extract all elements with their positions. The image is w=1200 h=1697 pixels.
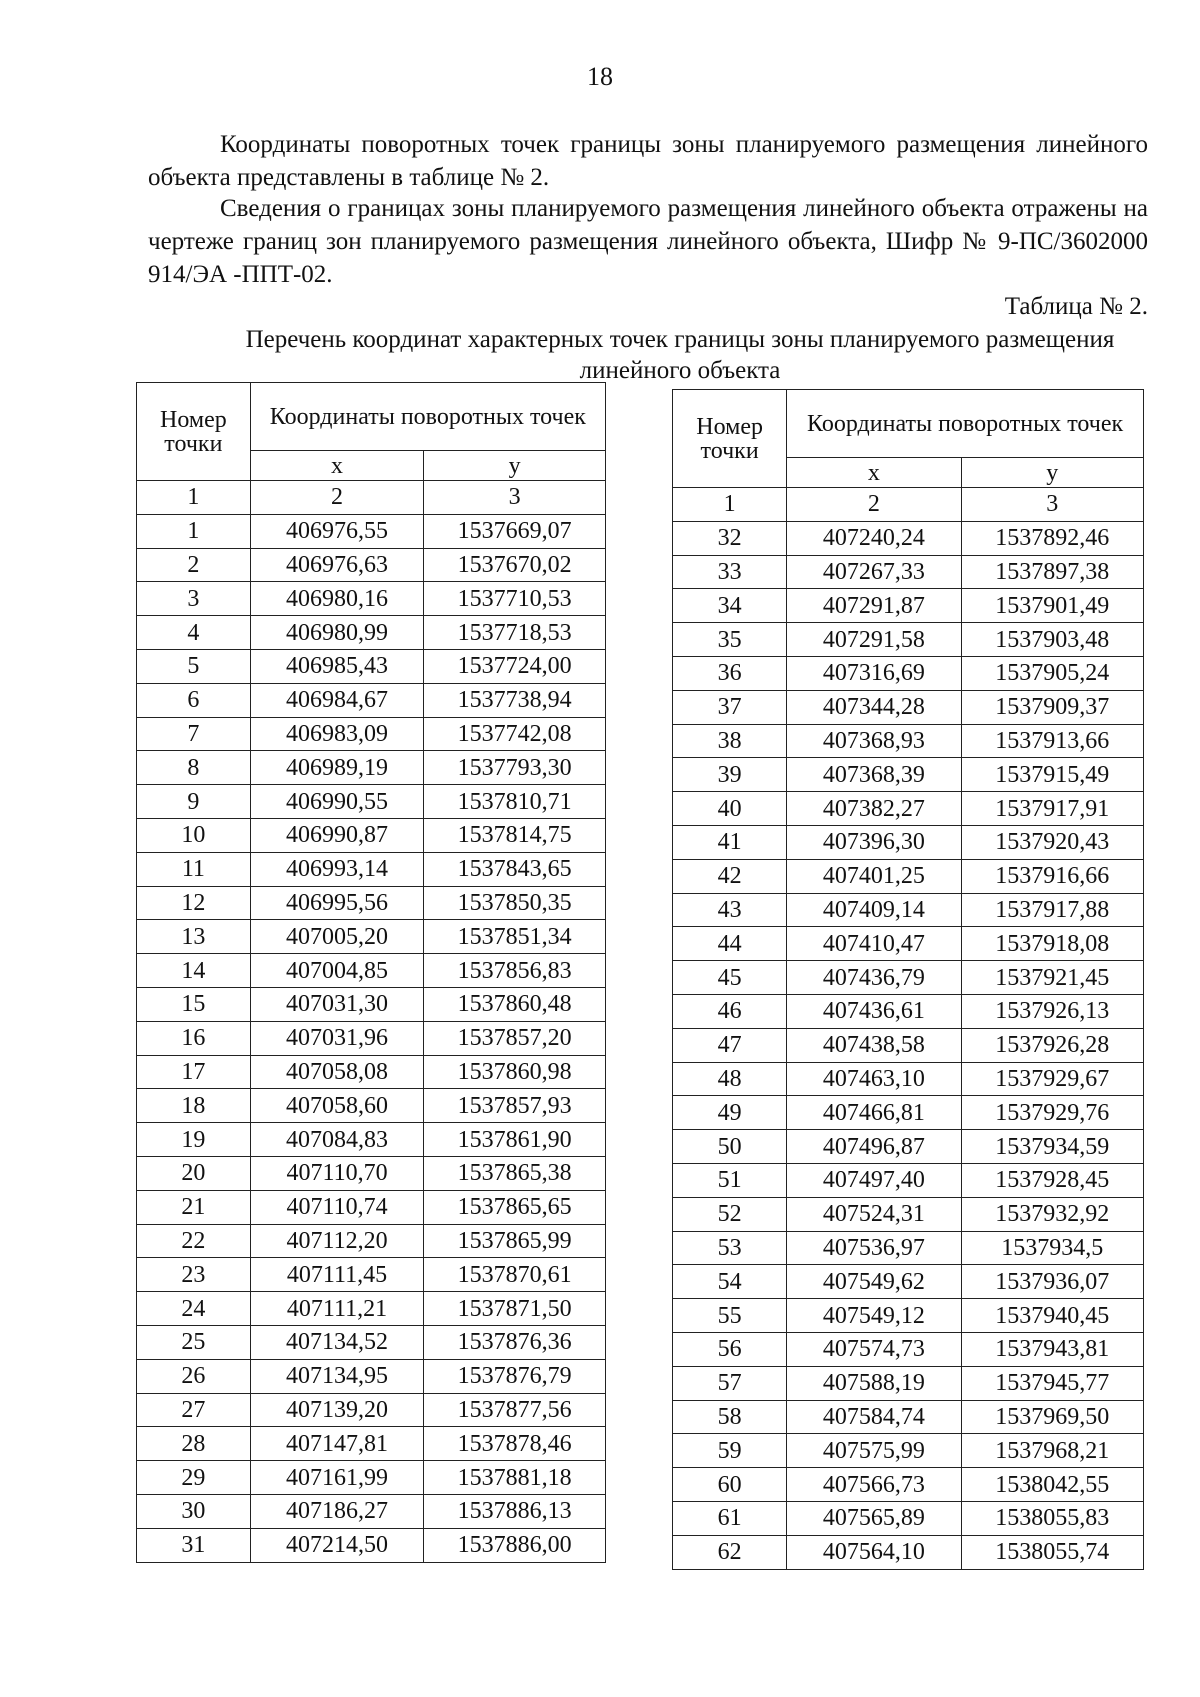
coordinate-y-cell: 1537936,07 xyxy=(961,1265,1143,1299)
coordinate-x-cell: 407396,30 xyxy=(787,825,961,859)
coordinate-y-cell: 1537926,28 xyxy=(961,1028,1143,1062)
table-row xyxy=(673,1468,1144,1502)
coordinate-x-cell: 407134,52 xyxy=(250,1325,424,1359)
table-row xyxy=(673,961,1144,995)
table-row xyxy=(673,690,1144,724)
coordinate-x-cell: 407267,33 xyxy=(787,555,961,589)
page-number: 18 xyxy=(587,62,613,91)
paragraph-drawing-reference: Сведения о границах зоны планируемого размещения линейного объекта отражены на чертеже границ зон планируемого размещения линейного объекта, Шифр № 9-ПС/3602000 914/ЭА -ППТ-02. xyxy=(148,195,1148,288)
table-row xyxy=(137,717,606,751)
point-number-cell: 26 xyxy=(137,1359,251,1393)
table-row xyxy=(673,724,1144,758)
coordinate-x-cell: 407214,50 xyxy=(250,1528,424,1562)
table-row xyxy=(673,1434,1144,1468)
coordinate-y-cell: 1537934,59 xyxy=(961,1130,1143,1164)
coordinate-y-cell: 1537886,00 xyxy=(424,1528,606,1562)
coordinate-x-cell: 407112,20 xyxy=(250,1224,424,1258)
point-number-cell: 53 xyxy=(673,1231,787,1265)
coordinate-x-cell: 407466,81 xyxy=(787,1096,961,1130)
coordinate-x-cell: 407564,10 xyxy=(787,1535,961,1569)
point-number-cell: 10 xyxy=(137,818,251,852)
point-number-cell: 49 xyxy=(673,1096,787,1130)
table-row xyxy=(137,683,606,717)
table-row xyxy=(673,792,1144,826)
coordinate-y-cell: 1537932,92 xyxy=(961,1197,1143,1231)
point-number-cell: 55 xyxy=(673,1299,787,1333)
point-number-cell: 46 xyxy=(673,994,787,1028)
coordinate-x-cell: 407147,81 xyxy=(250,1427,424,1461)
coordinate-y-cell: 1537742,08 xyxy=(424,717,606,751)
point-number-cell: 23 xyxy=(137,1258,251,1292)
coordinate-x-cell: 407410,47 xyxy=(787,927,961,961)
table-row xyxy=(673,994,1144,1028)
coordinate-x-cell: 407463,10 xyxy=(787,1062,961,1096)
coordinate-y-cell: 1537920,43 xyxy=(961,825,1143,859)
point-number-cell: 45 xyxy=(673,961,787,995)
coordinate-x-cell: 407291,58 xyxy=(787,623,961,657)
table-row xyxy=(673,758,1144,792)
coordinate-x-cell: 406980,16 xyxy=(250,582,424,616)
coordinate-x-cell: 407031,30 xyxy=(250,987,424,1021)
coordinate-x-cell: 407111,21 xyxy=(250,1292,424,1326)
point-number-cell: 5 xyxy=(137,649,251,683)
coordinate-x-cell: 407584,74 xyxy=(787,1400,961,1434)
coordinate-x-cell: 407161,99 xyxy=(250,1461,424,1495)
coordinate-x-cell: 407058,08 xyxy=(250,1055,424,1089)
table-row xyxy=(673,1096,1144,1130)
coordinate-x-cell: 407368,39 xyxy=(787,758,961,792)
coordinate-x-cell: 407316,69 xyxy=(787,656,961,690)
table-row xyxy=(673,1130,1144,1164)
point-number-cell: 43 xyxy=(673,893,787,927)
coordinate-x-cell: 407110,70 xyxy=(250,1156,424,1190)
header-y: y xyxy=(961,458,1143,488)
coordinate-y-cell: 1537865,65 xyxy=(424,1190,606,1224)
coordinate-y-cell: 1537814,75 xyxy=(424,818,606,852)
index-cell: 2 xyxy=(250,481,424,515)
point-number-cell: 15 xyxy=(137,987,251,1021)
coordinate-x-cell: 407436,61 xyxy=(787,994,961,1028)
point-number-cell: 28 xyxy=(137,1427,251,1461)
table-row xyxy=(137,886,606,920)
table-row xyxy=(673,1400,1144,1434)
point-number-cell: 8 xyxy=(137,751,251,785)
table-row xyxy=(673,1501,1144,1535)
coordinate-y-cell: 1537876,79 xyxy=(424,1359,606,1393)
point-number-cell: 31 xyxy=(137,1528,251,1562)
point-number-cell: 47 xyxy=(673,1028,787,1062)
coordinate-y-cell: 1537857,93 xyxy=(424,1089,606,1123)
header-y: y xyxy=(424,451,606,481)
coordinate-y-cell: 1537915,49 xyxy=(961,758,1143,792)
table-row xyxy=(137,1224,606,1258)
table-row xyxy=(137,1461,606,1495)
coordinate-x-cell: 407438,58 xyxy=(787,1028,961,1062)
coordinate-y-cell: 1537865,38 xyxy=(424,1156,606,1190)
point-number-cell: 34 xyxy=(673,589,787,623)
coordinate-y-cell: 1537670,02 xyxy=(424,548,606,582)
table-row xyxy=(137,785,606,819)
table-row xyxy=(673,859,1144,893)
point-number-cell: 19 xyxy=(137,1123,251,1157)
coordinate-y-cell: 1537929,76 xyxy=(961,1096,1143,1130)
point-number-cell: 41 xyxy=(673,825,787,859)
point-number-cell: 27 xyxy=(137,1393,251,1427)
point-number-cell: 11 xyxy=(137,852,251,886)
point-number-cell: 16 xyxy=(137,1021,251,1055)
coordinate-x-cell: 407186,27 xyxy=(250,1494,424,1528)
coordinate-y-cell: 1537669,07 xyxy=(424,514,606,548)
point-number-cell: 32 xyxy=(673,521,787,555)
coordinate-x-cell: 407401,25 xyxy=(787,859,961,893)
paragraph-coordinates-reference: Координаты поворотных точек границы зоны планируемого размещения линейного объекта представлены в таблице № 2. xyxy=(148,131,1148,191)
point-number-cell: 58 xyxy=(673,1400,787,1434)
coordinate-y-cell: 1537738,94 xyxy=(424,683,606,717)
coordinate-y-cell: 1537843,65 xyxy=(424,852,606,886)
point-number-cell: 54 xyxy=(673,1265,787,1299)
coordinate-y-cell: 1538055,74 xyxy=(961,1535,1143,1569)
coordinate-y-cell: 1537865,99 xyxy=(424,1224,606,1258)
coordinate-y-cell: 1537901,49 xyxy=(961,589,1143,623)
coordinate-y-cell: 1537929,67 xyxy=(961,1062,1143,1096)
table-row xyxy=(673,927,1144,961)
coordinate-x-cell: 406989,19 xyxy=(250,751,424,785)
point-number-cell: 62 xyxy=(673,1535,787,1569)
table-row xyxy=(673,555,1144,589)
coordinate-x-cell: 406984,67 xyxy=(250,683,424,717)
coordinate-x-cell: 407134,95 xyxy=(250,1359,424,1393)
table-row xyxy=(137,751,606,785)
coordinate-y-cell: 1537860,98 xyxy=(424,1055,606,1089)
point-number-cell: 33 xyxy=(673,555,787,589)
coordinate-y-cell: 1538042,55 xyxy=(961,1468,1143,1502)
table-row xyxy=(673,623,1144,657)
coordinate-x-cell: 407565,89 xyxy=(787,1501,961,1535)
coordinate-x-cell: 406983,09 xyxy=(250,717,424,751)
point-number-cell: 61 xyxy=(673,1501,787,1535)
coordinate-y-cell: 1537917,91 xyxy=(961,792,1143,826)
coordinate-x-cell: 406980,99 xyxy=(250,616,424,650)
header-x: x xyxy=(250,451,424,481)
coordinate-x-cell: 407524,31 xyxy=(787,1197,961,1231)
point-number-cell: 40 xyxy=(673,792,787,826)
coordinate-x-cell: 406976,55 xyxy=(250,514,424,548)
coordinate-x-cell: 406976,63 xyxy=(250,548,424,582)
table-row xyxy=(137,987,606,1021)
point-number-cell: 17 xyxy=(137,1055,251,1089)
index-cell: 3 xyxy=(424,481,606,515)
point-number-cell: 39 xyxy=(673,758,787,792)
coordinate-x-cell: 407004,85 xyxy=(250,954,424,988)
point-number-cell: 14 xyxy=(137,954,251,988)
point-number-cell: 3 xyxy=(137,582,251,616)
table-row xyxy=(137,852,606,886)
point-number-cell: 51 xyxy=(673,1163,787,1197)
table-row xyxy=(673,521,1144,555)
point-number-cell: 44 xyxy=(673,927,787,961)
coordinate-x-cell: 407549,12 xyxy=(787,1299,961,1333)
coordinate-y-cell: 1537916,66 xyxy=(961,859,1143,893)
coordinate-y-cell: 1537968,21 xyxy=(961,1434,1143,1468)
header-x: x xyxy=(787,458,961,488)
table-row xyxy=(137,1427,606,1461)
coordinate-y-cell: 1537945,77 xyxy=(961,1366,1143,1400)
coordinate-y-cell: 1537940,45 xyxy=(961,1299,1143,1333)
table-index-row xyxy=(673,488,1144,522)
coordinate-y-cell: 1537871,50 xyxy=(424,1292,606,1326)
table-row xyxy=(137,1258,606,1292)
coordinate-y-cell: 1537886,13 xyxy=(424,1494,606,1528)
point-number-cell: 2 xyxy=(137,548,251,582)
coordinate-x-cell: 406995,56 xyxy=(250,886,424,920)
coordinate-y-cell: 1537917,88 xyxy=(961,893,1143,927)
coordinate-x-cell: 406990,87 xyxy=(250,818,424,852)
point-number-cell: 50 xyxy=(673,1130,787,1164)
table-row xyxy=(137,954,606,988)
point-number-cell: 35 xyxy=(673,623,787,657)
coordinate-y-cell: 1537913,66 xyxy=(961,724,1143,758)
coordinate-x-cell: 407005,20 xyxy=(250,920,424,954)
table-row xyxy=(673,825,1144,859)
point-number-cell: 6 xyxy=(137,683,251,717)
coordinate-x-cell: 407575,99 xyxy=(787,1434,961,1468)
table-row xyxy=(137,514,606,548)
coordinate-y-cell: 1537870,61 xyxy=(424,1258,606,1292)
header-coordinates: Координаты поворотных точек xyxy=(250,383,605,451)
coordinate-x-cell: 407436,79 xyxy=(787,961,961,995)
coordinate-y-cell: 1537878,46 xyxy=(424,1427,606,1461)
point-number-cell: 48 xyxy=(673,1062,787,1096)
point-number-cell: 52 xyxy=(673,1197,787,1231)
coordinate-x-cell: 407031,96 xyxy=(250,1021,424,1055)
point-number-cell: 36 xyxy=(673,656,787,690)
table-title: Перечень координат характерных точек границы зоны планируемого размещения линейного объекта xyxy=(245,326,1115,384)
point-number-cell: 7 xyxy=(137,717,251,751)
header-point-number: Номер точки xyxy=(137,383,251,481)
coordinate-y-cell: 1537881,18 xyxy=(424,1461,606,1495)
coordinate-x-cell: 407240,24 xyxy=(787,521,961,555)
table-row xyxy=(673,1332,1144,1366)
coordinate-x-cell: 407111,45 xyxy=(250,1258,424,1292)
table-row xyxy=(137,1359,606,1393)
coordinate-x-cell: 407574,73 xyxy=(787,1332,961,1366)
table-row xyxy=(137,1393,606,1427)
table-row xyxy=(137,818,606,852)
point-number-cell: 9 xyxy=(137,785,251,819)
coordinate-x-cell: 407409,14 xyxy=(787,893,961,927)
point-number-cell: 24 xyxy=(137,1292,251,1326)
point-number-cell: 30 xyxy=(137,1494,251,1528)
point-number-cell: 12 xyxy=(137,886,251,920)
coordinate-y-cell: 1537860,48 xyxy=(424,987,606,1021)
point-number-cell: 25 xyxy=(137,1325,251,1359)
header-point-number: Номер точки xyxy=(673,390,787,488)
table-row xyxy=(673,1299,1144,1333)
table-row xyxy=(137,1494,606,1528)
table-row xyxy=(137,1528,606,1562)
table-row xyxy=(137,1089,606,1123)
table-row xyxy=(137,582,606,616)
coordinate-y-cell: 1537903,48 xyxy=(961,623,1143,657)
coordinate-y-cell: 1537876,36 xyxy=(424,1325,606,1359)
coordinates-table-right xyxy=(672,389,1144,1570)
point-number-cell: 21 xyxy=(137,1190,251,1224)
table-row xyxy=(137,1190,606,1224)
coordinate-x-cell: 407566,73 xyxy=(787,1468,961,1502)
point-number-cell: 4 xyxy=(137,616,251,650)
coordinate-x-cell: 406985,43 xyxy=(250,649,424,683)
coordinate-x-cell: 407497,40 xyxy=(787,1163,961,1197)
index-cell: 1 xyxy=(673,488,787,522)
point-number-cell: 20 xyxy=(137,1156,251,1190)
table-row xyxy=(137,920,606,954)
coordinate-y-cell: 1537943,81 xyxy=(961,1332,1143,1366)
table-label: Таблица № 2. xyxy=(1004,293,1148,320)
coordinate-x-cell: 407058,60 xyxy=(250,1089,424,1123)
coordinate-y-cell: 1537918,08 xyxy=(961,927,1143,961)
coordinate-y-cell: 1537718,53 xyxy=(424,616,606,650)
table-row xyxy=(673,893,1144,927)
point-number-cell: 29 xyxy=(137,1461,251,1495)
table-row xyxy=(673,1062,1144,1096)
table-header-row xyxy=(137,383,606,451)
coordinate-y-cell: 1537969,50 xyxy=(961,1400,1143,1434)
coordinate-y-cell: 1537810,71 xyxy=(424,785,606,819)
coordinates-table-left xyxy=(136,382,606,1563)
point-number-cell: 57 xyxy=(673,1366,787,1400)
point-number-cell: 18 xyxy=(137,1089,251,1123)
coordinate-y-cell: 1537851,34 xyxy=(424,920,606,954)
table-row xyxy=(673,1197,1144,1231)
point-number-cell: 42 xyxy=(673,859,787,893)
coordinate-x-cell: 406993,14 xyxy=(250,852,424,886)
coordinate-y-cell: 1537710,53 xyxy=(424,582,606,616)
table-header-row xyxy=(673,390,1144,458)
point-number-cell: 56 xyxy=(673,1332,787,1366)
table-row xyxy=(673,1366,1144,1400)
table-row xyxy=(673,656,1144,690)
coordinate-x-cell: 407368,93 xyxy=(787,724,961,758)
index-cell: 2 xyxy=(787,488,961,522)
table-row xyxy=(137,1156,606,1190)
point-number-cell: 38 xyxy=(673,724,787,758)
point-number-cell: 60 xyxy=(673,1468,787,1502)
table-row xyxy=(673,589,1144,623)
table-row xyxy=(137,1325,606,1359)
table-row xyxy=(137,1292,606,1326)
point-number-cell: 13 xyxy=(137,920,251,954)
coordinate-y-cell: 1537905,24 xyxy=(961,656,1143,690)
coordinate-x-cell: 407344,28 xyxy=(787,690,961,724)
header-coordinates: Координаты поворотных точек xyxy=(787,390,1144,458)
coordinate-x-cell: 407084,83 xyxy=(250,1123,424,1157)
coordinate-x-cell: 406990,55 xyxy=(250,785,424,819)
coordinate-x-cell: 407496,87 xyxy=(787,1130,961,1164)
coordinate-y-cell: 1537934,5 xyxy=(961,1231,1143,1265)
coordinate-x-cell: 407291,87 xyxy=(787,589,961,623)
point-number-cell: 59 xyxy=(673,1434,787,1468)
table-row xyxy=(673,1163,1144,1197)
table-row xyxy=(673,1265,1144,1299)
coordinate-y-cell: 1537909,37 xyxy=(961,690,1143,724)
point-number-cell: 1 xyxy=(137,514,251,548)
table-row xyxy=(137,1055,606,1089)
coordinate-x-cell: 407549,62 xyxy=(787,1265,961,1299)
coordinate-y-cell: 1537857,20 xyxy=(424,1021,606,1055)
coordinate-y-cell: 1537793,30 xyxy=(424,751,606,785)
index-cell: 1 xyxy=(137,481,251,515)
table-row xyxy=(673,1028,1144,1062)
table-index-row xyxy=(137,481,606,515)
coordinate-y-cell: 1537928,45 xyxy=(961,1163,1143,1197)
table-row xyxy=(137,1123,606,1157)
coordinate-x-cell: 407536,97 xyxy=(787,1231,961,1265)
point-number-cell: 22 xyxy=(137,1224,251,1258)
coordinate-x-cell: 407382,27 xyxy=(787,792,961,826)
coordinate-x-cell: 407139,20 xyxy=(250,1393,424,1427)
table-row xyxy=(673,1535,1144,1569)
coordinate-x-cell: 407588,19 xyxy=(787,1366,961,1400)
index-cell: 3 xyxy=(961,488,1143,522)
table-row xyxy=(673,1231,1144,1265)
coordinate-y-cell: 1537897,38 xyxy=(961,555,1143,589)
table-row xyxy=(137,616,606,650)
coordinate-y-cell: 1537861,90 xyxy=(424,1123,606,1157)
coordinate-y-cell: 1537724,00 xyxy=(424,649,606,683)
coordinate-x-cell: 407110,74 xyxy=(250,1190,424,1224)
table-row xyxy=(137,548,606,582)
coordinate-y-cell: 1537926,13 xyxy=(961,994,1143,1028)
coordinate-y-cell: 1537850,35 xyxy=(424,886,606,920)
coordinate-y-cell: 1537921,45 xyxy=(961,961,1143,995)
table-row xyxy=(137,649,606,683)
table-row xyxy=(137,1021,606,1055)
coordinate-y-cell: 1537877,56 xyxy=(424,1393,606,1427)
coordinate-y-cell: 1537892,46 xyxy=(961,521,1143,555)
coordinate-y-cell: 1538055,83 xyxy=(961,1501,1143,1535)
coordinate-y-cell: 1537856,83 xyxy=(424,954,606,988)
point-number-cell: 37 xyxy=(673,690,787,724)
